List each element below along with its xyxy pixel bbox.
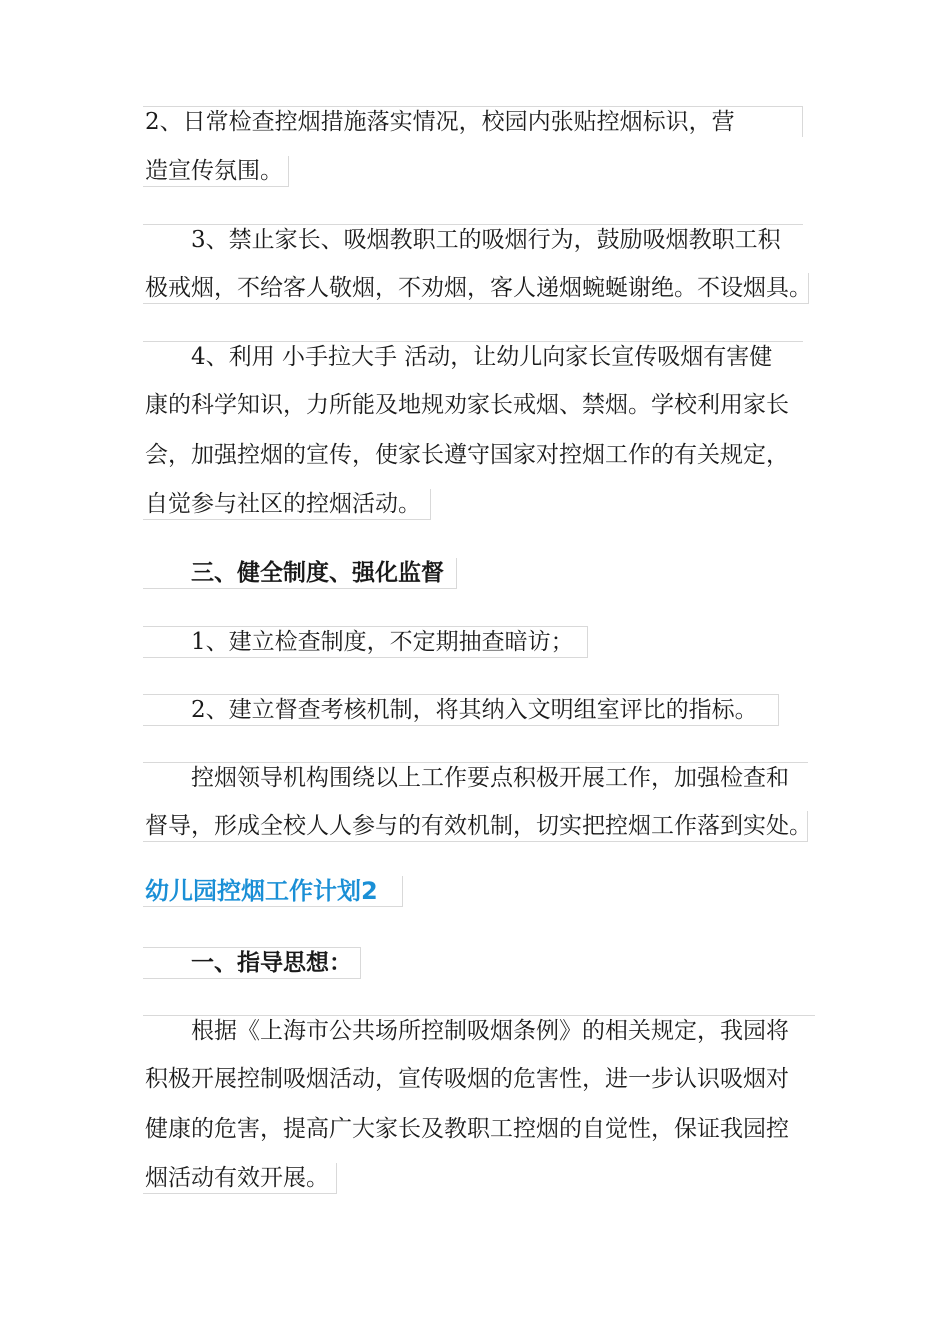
paragraph-line: 造宣传氛围。	[143, 156, 289, 187]
paragraph-line: 根据《上海市公共场所控制吸烟条例》的相关规定，我园将	[143, 1015, 815, 1046]
list-item: 1、建立检查制度，不定期抽查暗访；	[143, 626, 588, 658]
paragraph-line: 康的科学知识，力所能及地规劝家长戒烟、禁烟。学校利用家长	[145, 392, 789, 418]
paragraph-line: 4、利用 小手拉大手 活动，让幼儿向家长宣传吸烟有害健	[143, 341, 803, 372]
paragraph-line: 督导，形成全校人人参与的有效机制，切实把控烟工作落到实处。	[143, 811, 808, 842]
paragraph-line: 极戒烟，不给客人敬烟，不劝烟，客人递烟蜿蜒谢绝。不设烟具。	[143, 273, 809, 304]
paragraph-line: 3、禁止家长、吸烟教职工的吸烟行为，鼓励吸烟教职工积	[143, 224, 803, 255]
paragraph-line: 会，加强控烟的宣传，使家长遵守国家对控烟工作的有关规定，	[145, 442, 789, 468]
paragraph-line: 2、日常检查控烟措施落实情况，校园内张贴控烟标识，营	[143, 106, 803, 137]
list-item: 2、建立督查考核机制，将其纳入文明组室评比的指标。	[143, 694, 779, 726]
paragraph-line: 控烟领导机构围绕以上工作要点积极开展工作，加强检查和	[143, 762, 808, 793]
section-heading: 一、指导思想：	[143, 947, 361, 979]
section-heading: 三、健全制度、强化监督	[143, 558, 457, 589]
paragraph-line: 健康的危害，提高广大家长及教职工控烟的自觉性，保证我园控	[145, 1116, 789, 1142]
paragraph-line: 烟活动有效开展。	[143, 1163, 337, 1194]
document-title: 幼儿园控烟工作计划2	[143, 876, 403, 907]
paragraph-line: 自觉参与社区的控烟活动。	[143, 489, 431, 520]
paragraph-line: 积极开展控制吸烟活动，宣传吸烟的危害性，进一步认识吸烟对	[145, 1066, 789, 1092]
